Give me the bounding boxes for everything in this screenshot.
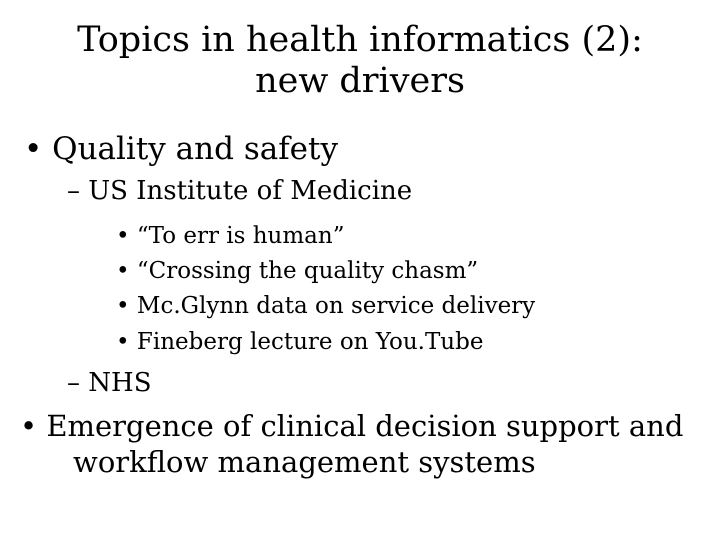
subsubbullet-fineberg-lecture bbox=[116, 328, 483, 356]
bullet-quality-and-safety bbox=[24, 131, 338, 167]
subsubbullet-crossing-the-quality-chasm bbox=[116, 257, 478, 285]
subbullet-nhs bbox=[67, 368, 152, 399]
bullet-quality-text: Quality and safety bbox=[52, 131, 338, 167]
subbullet-iom-text: US Institute of Medicine bbox=[88, 176, 413, 206]
bullet-dot-icon: • bbox=[24, 131, 43, 167]
bullet-dot-icon: • bbox=[116, 329, 130, 355]
bullet-dot-icon: • bbox=[116, 258, 130, 284]
dash-icon: – bbox=[67, 368, 80, 398]
subsubbullet-text: “To err is human” bbox=[136, 223, 345, 249]
dash-icon: – bbox=[67, 176, 80, 206]
subsubbullet-text: “Crossing the quality chasm” bbox=[136, 258, 479, 284]
bullet-dot-icon: • bbox=[116, 223, 130, 249]
bullet-emergence-text-line-1: Emergence of clinical decision support and bbox=[46, 409, 684, 443]
bullet-dot-icon: • bbox=[20, 409, 38, 443]
bullet-dot-icon: • bbox=[116, 293, 130, 319]
slide-title-line-1: Topics in health informatics (2): bbox=[77, 20, 643, 60]
slide-title-line-2: new drivers bbox=[255, 61, 465, 101]
subsubbullet-text: Fineberg lecture on You.Tube bbox=[136, 329, 484, 355]
bullet-emergence-text-line-2: workflow management systems bbox=[73, 445, 536, 479]
subbullet-nhs-text: NHS bbox=[88, 368, 152, 398]
subsubbullet-mcglynn-data bbox=[116, 292, 535, 320]
subsubbullet-text: Mc.Glynn data on service delivery bbox=[136, 293, 536, 319]
subbullet-us-institute-of-medicine bbox=[67, 176, 412, 207]
bullet-emergence-continuation bbox=[73, 445, 536, 480]
bullet-emergence bbox=[20, 409, 683, 444]
subsubbullet-to-err-is-human bbox=[116, 222, 344, 250]
